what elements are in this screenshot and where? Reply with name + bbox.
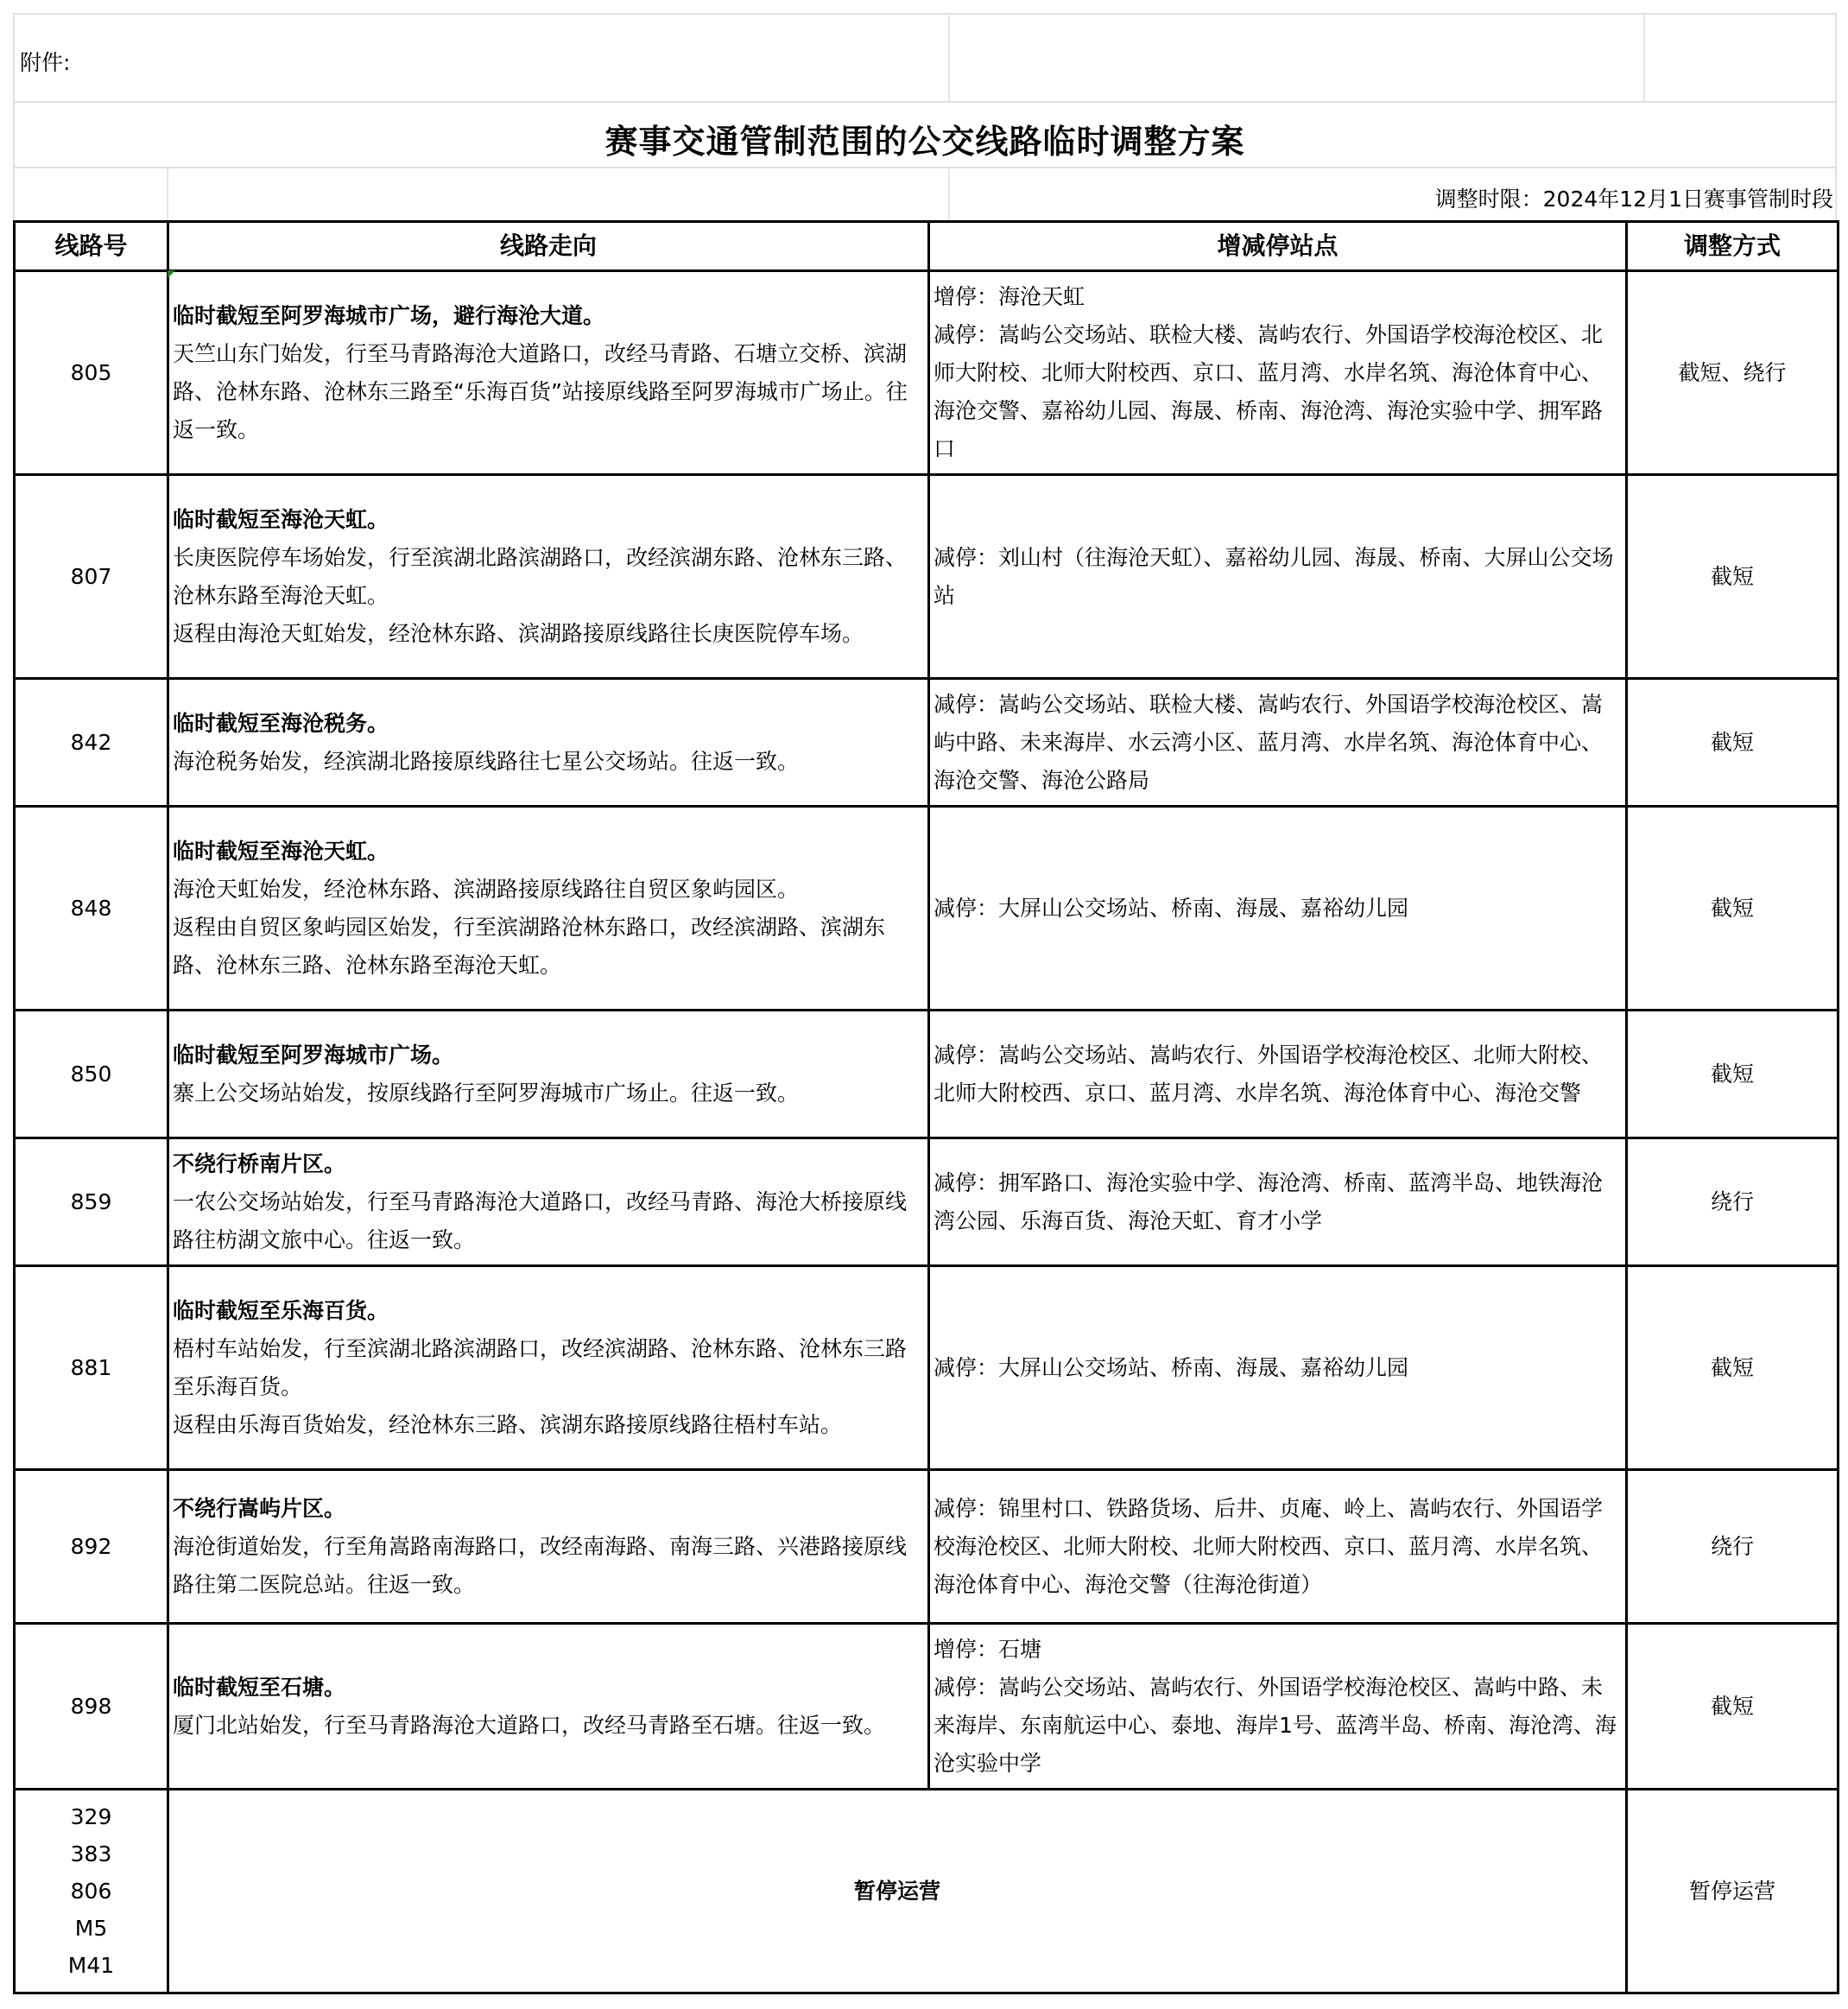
route-detail: 寨上公交场站始发，按原线路行至阿罗海城市广场止。往返一致。 — [173, 1080, 800, 1106]
route-heading: 临时截短至阿罗海城市广场。 — [173, 1042, 454, 1068]
route-heading: 不绕行嵩屿片区。 — [173, 1495, 346, 1521]
route-description — [168, 1624, 929, 1790]
route-heading: 临时截短至石塘。 — [173, 1674, 346, 1700]
bus-route-adjustment-table — [13, 220, 1839, 1994]
route-description — [168, 475, 929, 679]
route-heading: 临时截短至海沧天虹。 — [173, 506, 389, 532]
route-detail: 返程由乐海百货始发，经沧林东三路、滨湖东路接原线路往梧村车站。 — [173, 1411, 843, 1437]
stop-change-entry: 减停：嵩屿公交场站、嵩屿农行、外国语学校海沧校区、北师大附校、北师大附校西、京口、蓝月湾、水岸名筑、海沧体育中心、海沧交警 — [933, 1042, 1604, 1106]
stop-changes — [929, 807, 1627, 1011]
gridline — [948, 168, 950, 220]
column-header-mode: 调整方式 — [1627, 222, 1839, 271]
line-number: 842 — [15, 679, 168, 807]
table-row — [15, 1138, 1839, 1266]
line-number: 329 — [70, 1804, 112, 1829]
adjustment-mode: 截短 — [1627, 1624, 1839, 1790]
line-number: M5 — [74, 1916, 108, 1941]
route-description — [168, 807, 929, 1011]
table-row — [15, 1624, 1839, 1790]
stop-changes — [929, 1138, 1627, 1266]
route-description — [168, 1138, 929, 1266]
route-description — [168, 1470, 929, 1624]
adjustment-mode: 截短 — [1627, 475, 1839, 679]
column-header-line-no: 线路号 — [15, 222, 168, 271]
route-detail: 厦门北站始发，行至马青路海沧大道路口，改经马青路至石塘。往返一致。 — [173, 1712, 886, 1738]
adjustment-mode: 截短 — [1627, 807, 1839, 1011]
column-header-stops: 增减停站点 — [929, 222, 1627, 271]
stop-change-entry: 减停：刘山村（往海沧天虹）、嘉裕幼儿园、海晟、桥南、大屏山公交场站 — [933, 544, 1614, 608]
route-heading: 临时截短至乐海百货。 — [173, 1297, 389, 1323]
route-detail: 返程由自贸区象屿园区始发，行至滨湖路沧林东路口，改经滨湖路、滨湖东路、沧林东三路、沧林东路至海沧天虹。 — [173, 914, 886, 978]
line-number: 850 — [15, 1011, 168, 1138]
stop-changes — [929, 1470, 1627, 1624]
route-description — [168, 1011, 929, 1138]
table-row — [15, 271, 1839, 475]
stop-change-entry: 减停：拥军路口、海沧实验中学、海沧湾、桥南、蓝湾半岛、地铁海沧湾公园、乐海百货、海沧天虹、育才小学 — [933, 1169, 1604, 1233]
route-detail: 一农公交场站始发，行至马青路海沧大道路口，改经马青路、海沧大桥接原线路往枋湖文旅中心。往返一致。 — [173, 1188, 908, 1252]
stop-changes — [929, 1266, 1627, 1470]
route-description — [168, 1266, 929, 1470]
route-detail: 海沧街道始发，行至角嵩路南海路口，改经南海路、南海三路、兴港路接原线路往第二医院总站。往返一致。 — [173, 1533, 908, 1597]
stop-change-entry: 减停：大屏山公交场站、桥南、海晟、嘉裕幼儿园 — [933, 895, 1409, 921]
stop-change-entry: 减停：大屏山公交场站、桥南、海晟、嘉裕幼儿园 — [933, 1354, 1409, 1380]
column-header-route: 线路走向 — [168, 222, 929, 271]
table-row — [15, 1470, 1839, 1624]
adjustment-mode: 截短、绕行 — [1627, 271, 1839, 475]
page-title: 赛事交通管制范围的公交线路临时调整方案 — [604, 123, 1245, 161]
gridline — [1643, 15, 1645, 101]
route-description — [168, 679, 929, 807]
stop-change-entry: 减停：锦里村口、铁路货场、后井、贞庵、岭上、嵩屿农行、外国语学校海沧校区、北师大附校、北师大附校西、京口、蓝月湾、水岸名筑、海沧体育中心、海沧交警（往海沧街道） — [933, 1495, 1604, 1597]
adjustment-mode: 暂停运营 — [1627, 1790, 1839, 1993]
table-row-suspended — [15, 1790, 1839, 1993]
route-detail: 海沧税务始发，经滨湖北路接原线路往七星公交场站。往返一致。 — [173, 748, 800, 774]
table-row — [15, 1011, 1839, 1138]
line-number: 898 — [15, 1624, 168, 1790]
line-number: 807 — [15, 475, 168, 679]
route-heading: 临时截短至海沧税务。 — [173, 710, 389, 736]
route-detail: 长庚医院停车场始发，行至滨湖北路滨湖路口，改经滨湖东路、沧林东三路、沧林东路至海沧天虹。 — [173, 544, 908, 608]
adjustment-mode: 绕行 — [1627, 1470, 1839, 1624]
stop-change-entry: 增停：海沧天虹 — [933, 283, 1085, 309]
route-heading: 不绕行桥南片区。 — [173, 1150, 346, 1176]
stop-changes — [929, 1011, 1627, 1138]
gridline — [948, 15, 950, 101]
adjustment-period: 调整时限：2024年12月1日赛事管制时段 — [1434, 187, 1833, 212]
gridline — [167, 168, 168, 220]
table-header-row — [15, 222, 1839, 271]
line-number: 805 — [15, 271, 168, 475]
route-detail: 返程由海沧天虹始发，经沧林东路、滨湖路接原线路往长庚医院停车场。 — [173, 620, 864, 646]
stop-change-entry: 增停：石塘 — [933, 1636, 1042, 1662]
adjustment-mode: 截短 — [1627, 679, 1839, 807]
table-row — [15, 475, 1839, 679]
stop-changes — [929, 271, 1627, 475]
line-number: 859 — [15, 1138, 168, 1266]
cell-comment-marker-icon — [168, 270, 175, 278]
adjustment-mode: 绕行 — [1627, 1138, 1839, 1266]
route-detail: 梧村车站始发，行至滨湖北路滨湖路口，改经滨湖路、沧林东路、沧林东三路至乐海百货。 — [173, 1335, 908, 1399]
stop-changes — [929, 475, 1627, 679]
line-number: 806 — [70, 1879, 112, 1904]
route-heading: 临时截短至海沧天虹。 — [173, 838, 389, 864]
line-number: 881 — [15, 1266, 168, 1470]
stop-change-entry: 减停：嵩屿公交场站、联检大楼、嵩屿农行、外国语学校海沧校区、北师大附校、北师大附校西、京口、蓝月湾、水岸名筑、海沧体育中心、海沧交警、嘉裕幼儿园、海晟、桥南、海沧湾、海沧实验中学、拥军路口 — [933, 321, 1604, 461]
attachment-row — [13, 13, 1837, 103]
line-number: 383 — [70, 1841, 112, 1866]
attachment-label: 附件: — [20, 50, 71, 75]
stop-change-entry: 减停：嵩屿公交场站、嵩屿农行、外国语学校海沧校区、嵩屿中路、未来海岸、东南航运中心、泰地、海岸1号、蓝湾半岛、桥南、海沧湾、海沧实验中学 — [933, 1674, 1617, 1776]
line-number: 848 — [15, 807, 168, 1011]
spreadsheet — [13, 13, 1837, 1994]
suspended-description: 暂停运营 — [168, 1790, 1627, 1993]
table-row — [15, 807, 1839, 1011]
route-heading: 临时截短至阿罗海城市广场，避行海沧大道。 — [173, 302, 605, 328]
period-row — [13, 168, 1837, 220]
route-detail: 海沧天虹始发，经沧林东路、滨湖路接原线路往自贸区象屿园区。 — [173, 876, 800, 902]
stop-changes — [929, 679, 1627, 807]
line-number: 892 — [15, 1470, 168, 1624]
stop-changes — [929, 1624, 1627, 1790]
adjustment-mode: 截短 — [1627, 1011, 1839, 1138]
title-row — [13, 103, 1837, 168]
line-number: M41 — [67, 1953, 115, 1978]
route-detail: 天竺山东门始发，行至马青路海沧大道路口，改经马青路、石塘立交桥、滨湖路、沧林东路、沧林东三路至“乐海百货”站接原线路至阿罗海城市广场止。往返一致。 — [173, 340, 908, 442]
stop-change-entry: 减停：嵩屿公交场站、联检大楼、嵩屿农行、外国语学校海沧校区、嵩屿中路、未来海岸、水云湾小区、蓝月湾、水岸名筑、海沧体育中心、海沧交警、海沧公路局 — [933, 691, 1604, 793]
adjustment-mode: 截短 — [1627, 1266, 1839, 1470]
table-row — [15, 679, 1839, 807]
route-description — [168, 271, 929, 475]
suspended-line-numbers — [15, 1790, 168, 1993]
table-row — [15, 1266, 1839, 1470]
